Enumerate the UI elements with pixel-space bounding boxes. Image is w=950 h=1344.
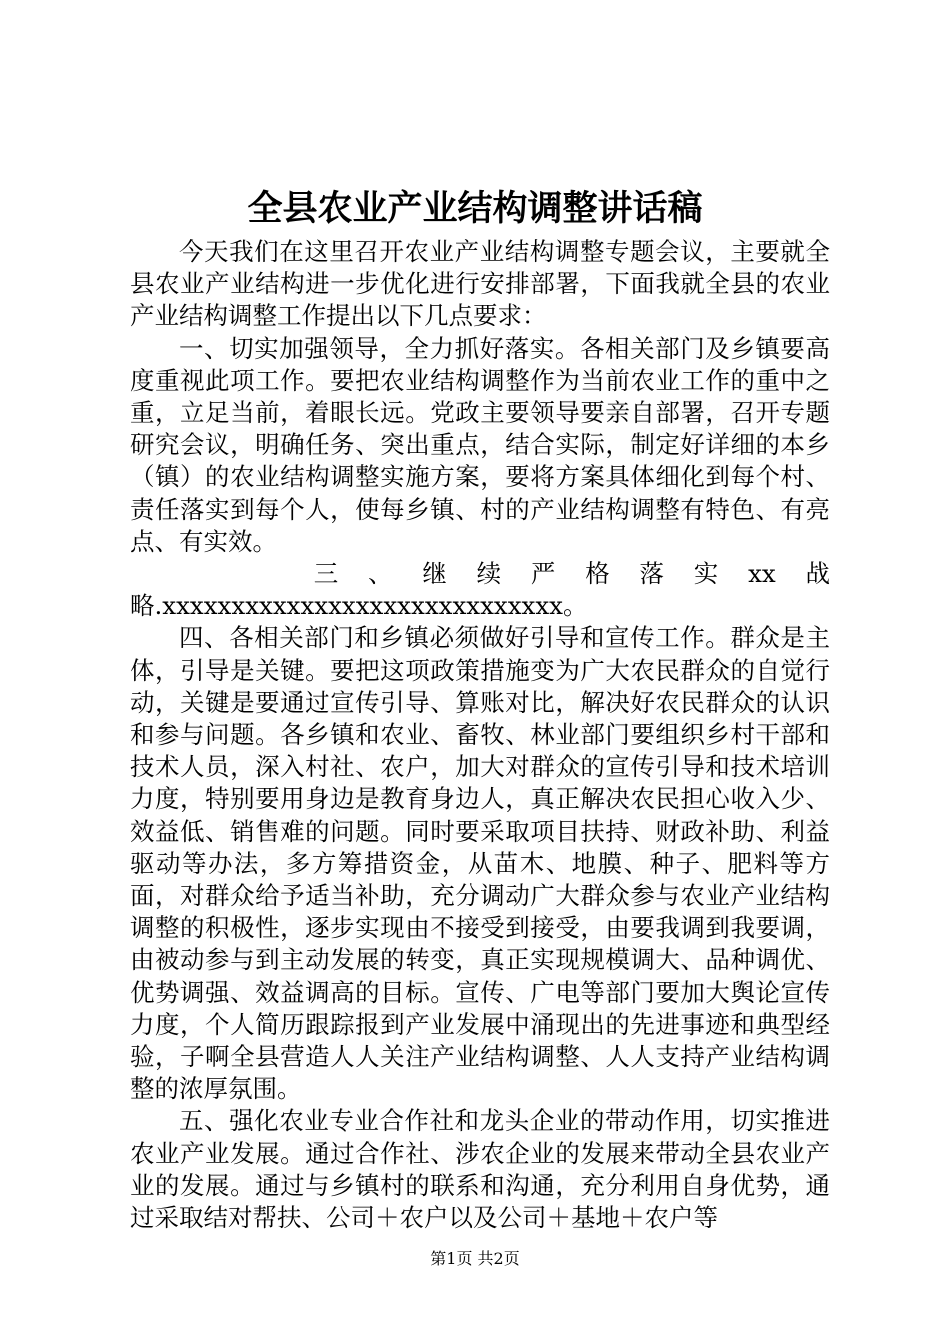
paragraph-intro: 今天我们在这里召开农业产业结构调整专题会议，主要就全县农业产业结构进一步优化进行安排部署，下面我就全县的农业产业结构调整工作提出以下几点要求： — [130, 237, 830, 331]
page-footer: 第1页 共2页 — [430, 1249, 520, 1268]
paragraph-section-4: 四、各相关部门和乡镇必须做好引导和宣传工作。群众是主体，引导是关键。要把这项政策措施变为广大农民群众的自觉行动，关键是要通过宣传引导、算账对比，解决好农民群众的认识和参与问题。各乡镇和农业、畜牧、林业部门要组织乡村干部和技术人员，深入村社、农户，加大对群众的宣传引导和技术培训力度，特别要用身边是教育身边人，真正解决农民担心收入少、效益低、销售难的问题。同时要采取项目扶持、财政补助、利益驱动等办法，多方筹措资金，从苗木、地膜、种子、肥料等方面，对群众给予适当补助，充分调动广大群众参与农业产业结构调整的积极性，逐步实现由不接受到接受，由要我调到我要调，由被动参与到主动发展的转变，真正实现规模调大、品种调优、优势调强、效益调高的目标。宣传、广电等部门要加大舆论宣传力度，个人简历跟踪报到产业发展中涌现出的先进事迹和典型经验，子啊全县营造人人关注产业结构调整、人人支持产业结构调整的浓厚氛围。 — [130, 623, 830, 1104]
paragraph-section-3-tail: 略.xxxxxxxxxxxxxxxxxxxxxxxxxxxxx。 — [130, 591, 588, 621]
paragraph-section-1: 一、切实加强领导，全力抓好落实。各相关部门及乡镇要高度重视此项工作。要把农业结构调整作为当前农业工作的重中之重，立足当前，着眼长远。党政主要领导要亲自部署，召开专题研究会议，明确任务、突出重点，结合实际，制定好详细的本乡（镇）的农业结构调整实施方案，要将方案具体细化到每个村、责任落实到每个人，使每乡镇、村的产业结构调整有特色、有亮点、有实效。 — [130, 333, 830, 556]
document-body — [130, 236, 830, 1234]
paragraph-section-3-heading: 三、继续严格落实xx战 — [313, 559, 830, 589]
document-title: 全县农业产业结构调整讲话稿 — [247, 188, 703, 229]
paragraph-section-5: 五、强化农业专业合作社和龙头企业的带动作用，切实推进农业产业发展。通过合作社、涉农企业的发展来带动全县农业产业的发展。通过与乡镇村的联系和沟通，充分利用自身优势，通过采取结对帮扶、公司＋农户以及公司＋基地＋农户等 — [130, 1106, 830, 1233]
